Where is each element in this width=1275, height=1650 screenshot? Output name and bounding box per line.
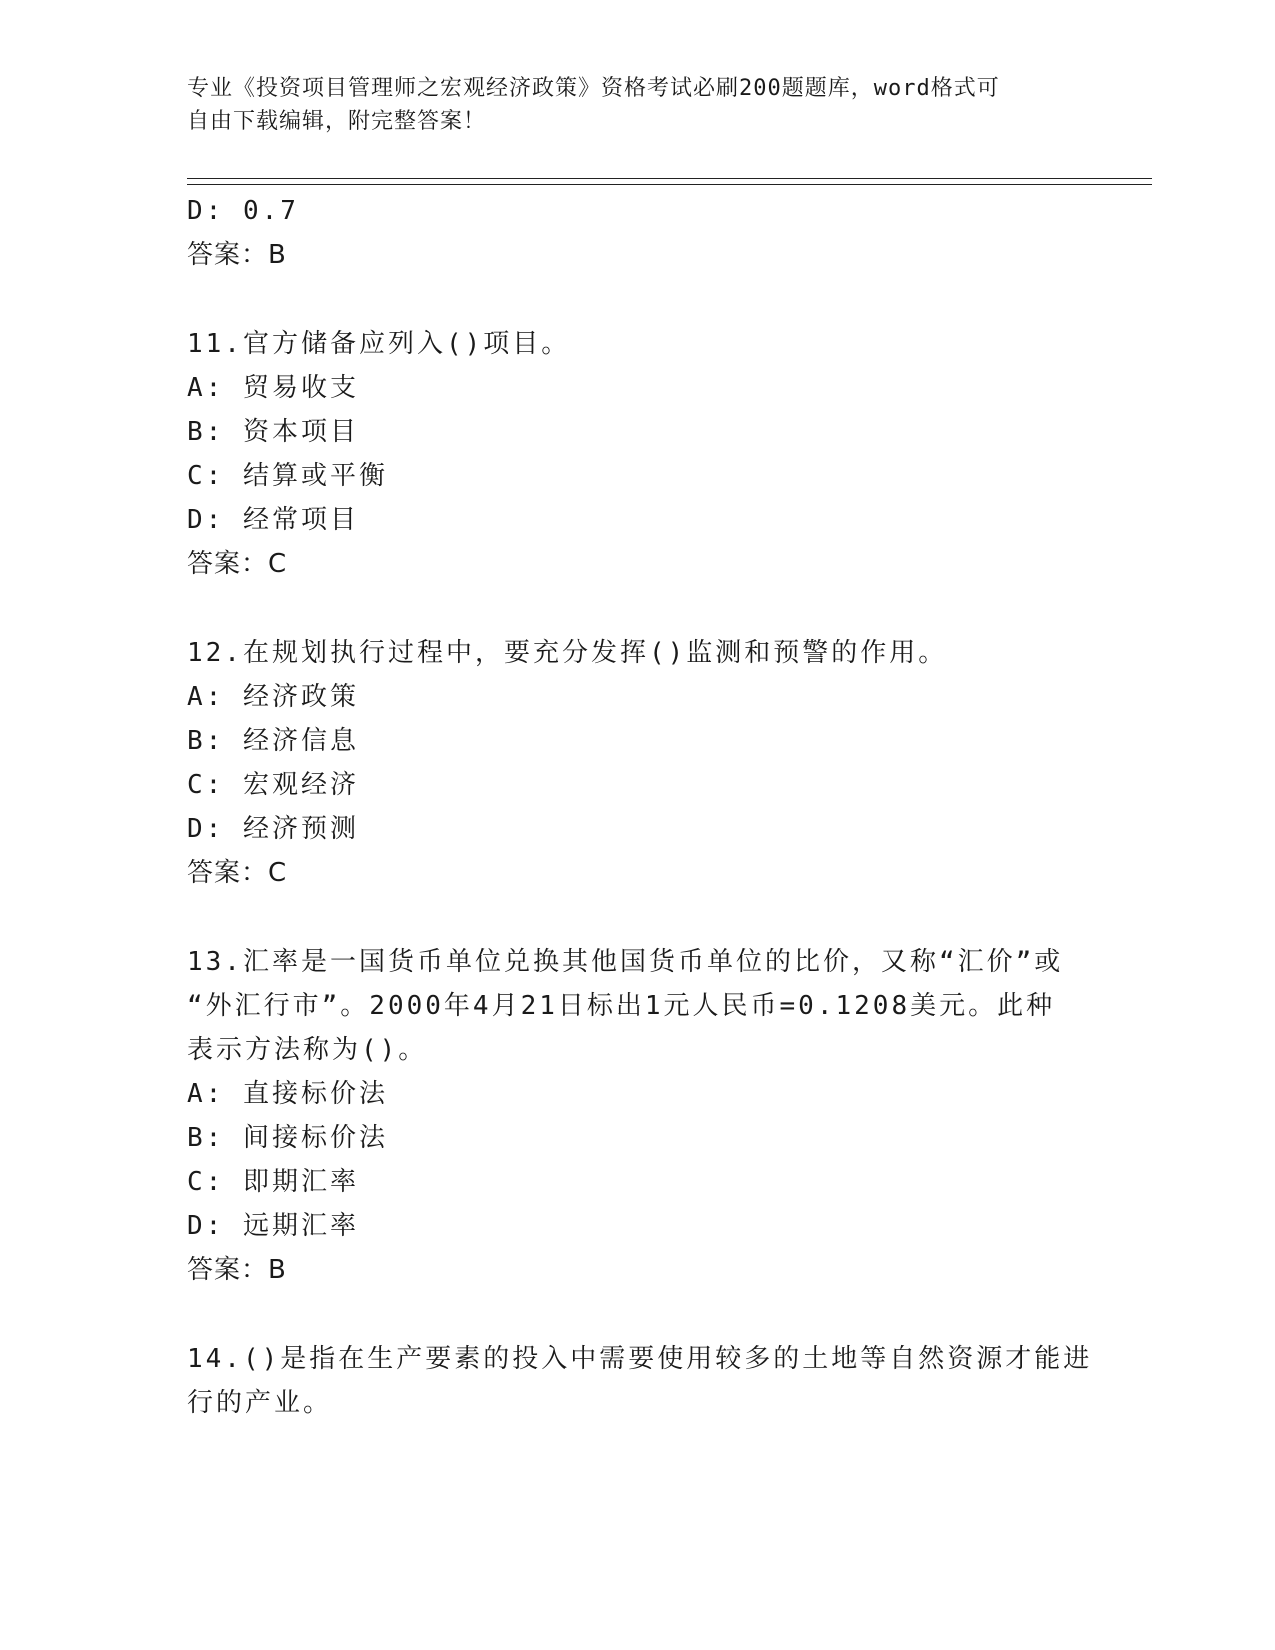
q13-option-c: C: 即期汇率	[187, 1167, 359, 1197]
q13-stem-line-2: “外汇行市”。2000年4月21日标出1元人民币=0.1208美元。此种	[187, 991, 1056, 1021]
q12-option-b: B: 经济信息	[187, 726, 359, 756]
q14-stem-line-1: 14.()是指在生产要素的投入中需要使用较多的土地等自然资源才能进	[187, 1344, 1093, 1374]
q12-option-c: C: 宏观经济	[187, 770, 359, 800]
header-line-1: 专业《投资项目管理师之宏观经济政策》资格考试必刷200题题库，word格式可	[187, 76, 1000, 101]
q11-option-b: B: 资本项目	[187, 417, 359, 447]
header-rule-bottom	[187, 184, 1152, 185]
q14-stem-line-2: 行的产业。	[187, 1388, 333, 1418]
q11-option-c: C: 结算或平衡	[187, 461, 388, 491]
q13-answer: 答案：B	[187, 1255, 287, 1285]
q12-stem: 12.在规划执行过程中，要充分发挥()监测和预警的作用。	[187, 638, 948, 668]
q13-stem-line-3: 表示方法称为()。	[187, 1035, 428, 1065]
q12-option-d: D: 经济预测	[187, 814, 359, 844]
q11-option-d: D: 经常项目	[187, 505, 359, 535]
q11-answer: 答案：C	[187, 549, 288, 579]
q13-option-d: D: 远期汇率	[187, 1211, 359, 1241]
q12-option-a: A: 经济政策	[187, 682, 359, 712]
q13-option-b: B: 间接标价法	[187, 1123, 388, 1153]
prev-answer: 答案：B	[187, 240, 287, 270]
document-header	[187, 72, 1067, 138]
q11-option-a: A: 贸易收支	[187, 373, 359, 403]
header-line-2: 自由下载编辑，附完整答案！	[187, 109, 487, 134]
prev-option-d: D: 0.7	[187, 196, 299, 226]
q12-answer: 答案：C	[187, 858, 288, 888]
header-rule-top	[187, 178, 1152, 179]
q11-stem: 11.官方储备应列入()项目。	[187, 329, 571, 359]
q13-option-a: A: 直接标价法	[187, 1079, 388, 1109]
q13-stem-line-1: 13.汇率是一国货币单位兑换其他国货币单位的比价，又称“汇价”或	[187, 947, 1064, 977]
